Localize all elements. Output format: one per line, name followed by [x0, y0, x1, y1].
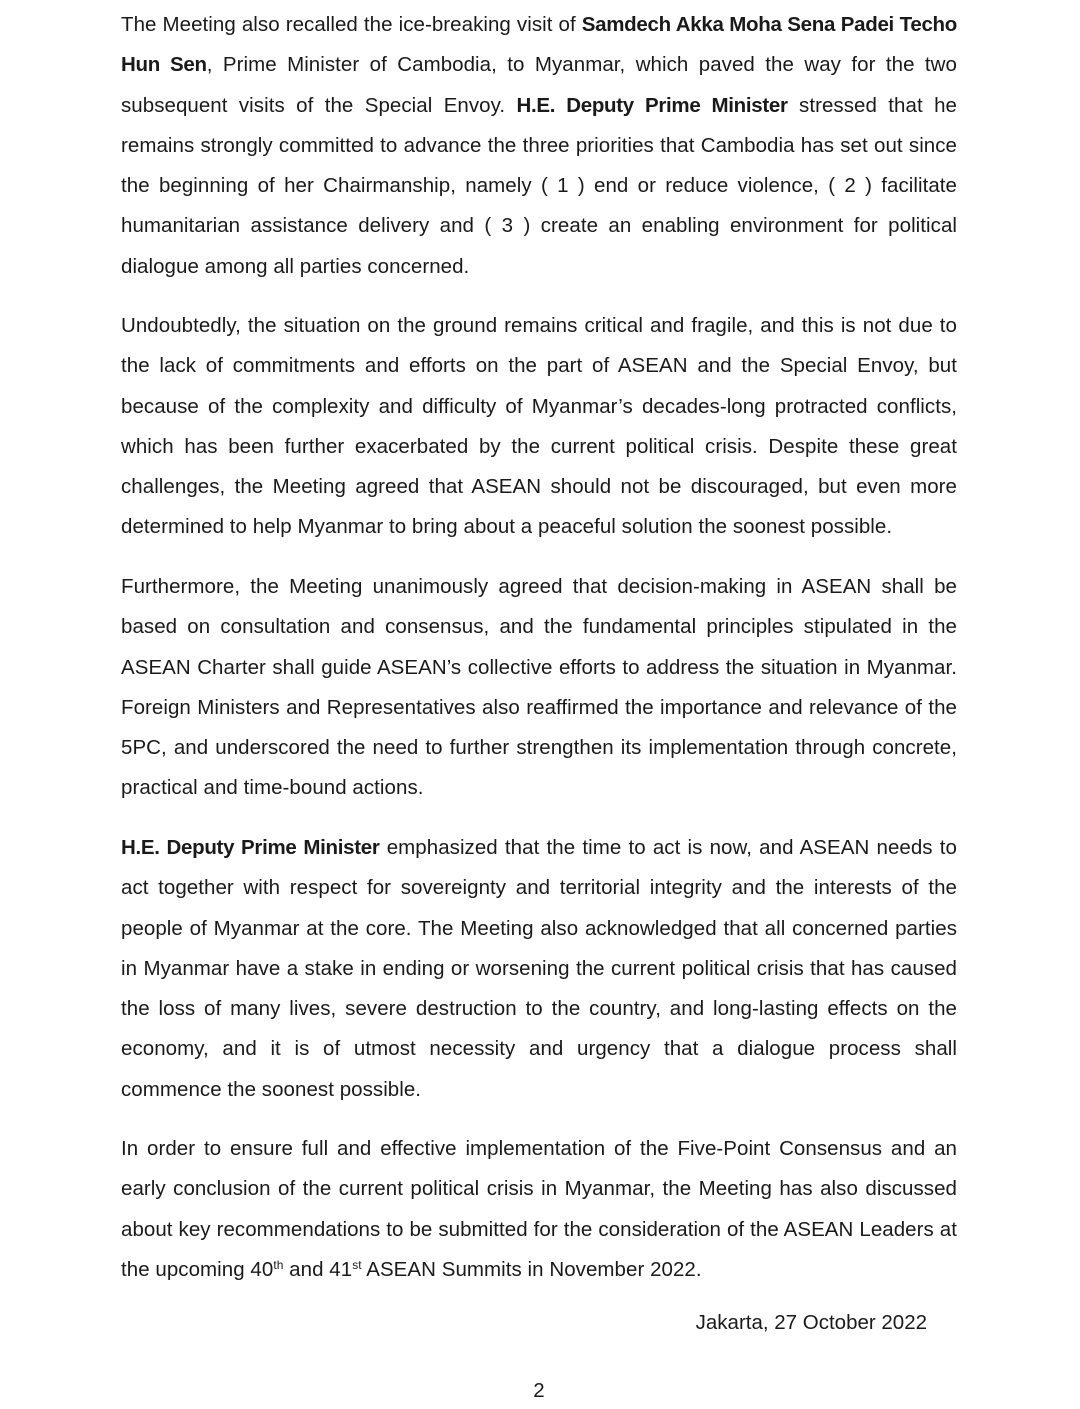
text-run: , Prime Minister of Cambodia, to Myanmar, which paved the way for the two subsequent visits of the Special Envoy. — [121, 53, 957, 117]
bold-name: Samdech Akka Moha Sena Padei Techo Hun Sen — [121, 13, 957, 77]
paragraph-time-to-act — [121, 828, 957, 1110]
page-number: 2 — [533, 1379, 545, 1402]
paragraph-recommendations — [121, 1129, 957, 1290]
bold-name: H.E. Deputy Prime Minister — [516, 93, 788, 117]
text-run: Furthermore, the Meeting unanimously agreed that decision-making in ASEAN shall be based on consultation and consensus, and the fundamental principles stipulated in the ASEAN Charter shall guide ASEAN’s collective efforts to address the situation in Myanmar. Foreign Ministers and Representatives also reaffirmed the importance and relevance of the 5PC, and underscored the need to further strengthen its implementation through concrete, practical and time-bound actions. — [121, 575, 957, 800]
ordinal-suffix: st — [352, 1257, 362, 1272]
ordinal-suffix: th — [273, 1257, 284, 1272]
paragraph-decision-making — [121, 567, 957, 809]
text-run: stressed that he remains strongly committed to advance the three priorities that Cambodia has set out since the beginning of her Chairmanship, namely ( 1 ) end or reduce violence, ( 2 ) facilitate humanitarian assistance delivery and ( 3 ) create an enabling environment for political dialogue among all parties concerned. — [121, 93, 957, 278]
paragraph-envoy-visits — [121, 5, 957, 287]
text-run: ASEAN Summits in November 2022. — [361, 1257, 702, 1281]
text-run: Undoubtedly, the situation on the ground remains critical and fragile, and this is not due to the lack of commitments and efforts on the part of ASEAN and the Special Envoy, but because of the complexity and difficulty of Myanmar’s decades-long protracted conflicts, which has been further exacerbated by the current political crisis. Despite these great challenges, the Meeting agreed that ASEAN should not be discouraged, but even more determined to help Myanmar to bring about a peaceful solution the soonest possible. — [121, 314, 957, 539]
bold-name: H.E. Deputy Prime Minister — [121, 836, 380, 859]
text-run: emphasized that the time to act is now, and ASEAN needs to act together with respect for sovereignty and territorial integrity and the interests of the people of Myanmar at the core. The Meeting also acknowledged that all concerned parties in Myanmar have a stake in ending or worsening the current political crisis that has caused the loss of many lives, severe destruction to the country, and long-lasting effects on the economy, and it is of utmost necessity and urgency that a dialogue process shall commence the soonest possible. — [121, 836, 957, 1101]
dateline: Jakarta, 27 October 2022 — [695, 1311, 927, 1334]
text-run: The Meeting also recalled the ice-breaking visit of — [121, 13, 582, 36]
text-run: In order to ensure full and effective implementation of the Five-Point Consensus and an early conclusion of the current political crisis in Myanmar, the Meeting has also discussed about key recommendations to be submitted for the consideration of the ASEAN Leaders at the upcoming 40 — [121, 1137, 957, 1281]
paragraph-situation-on-ground — [121, 306, 957, 548]
text-run: and 41 — [283, 1257, 353, 1281]
